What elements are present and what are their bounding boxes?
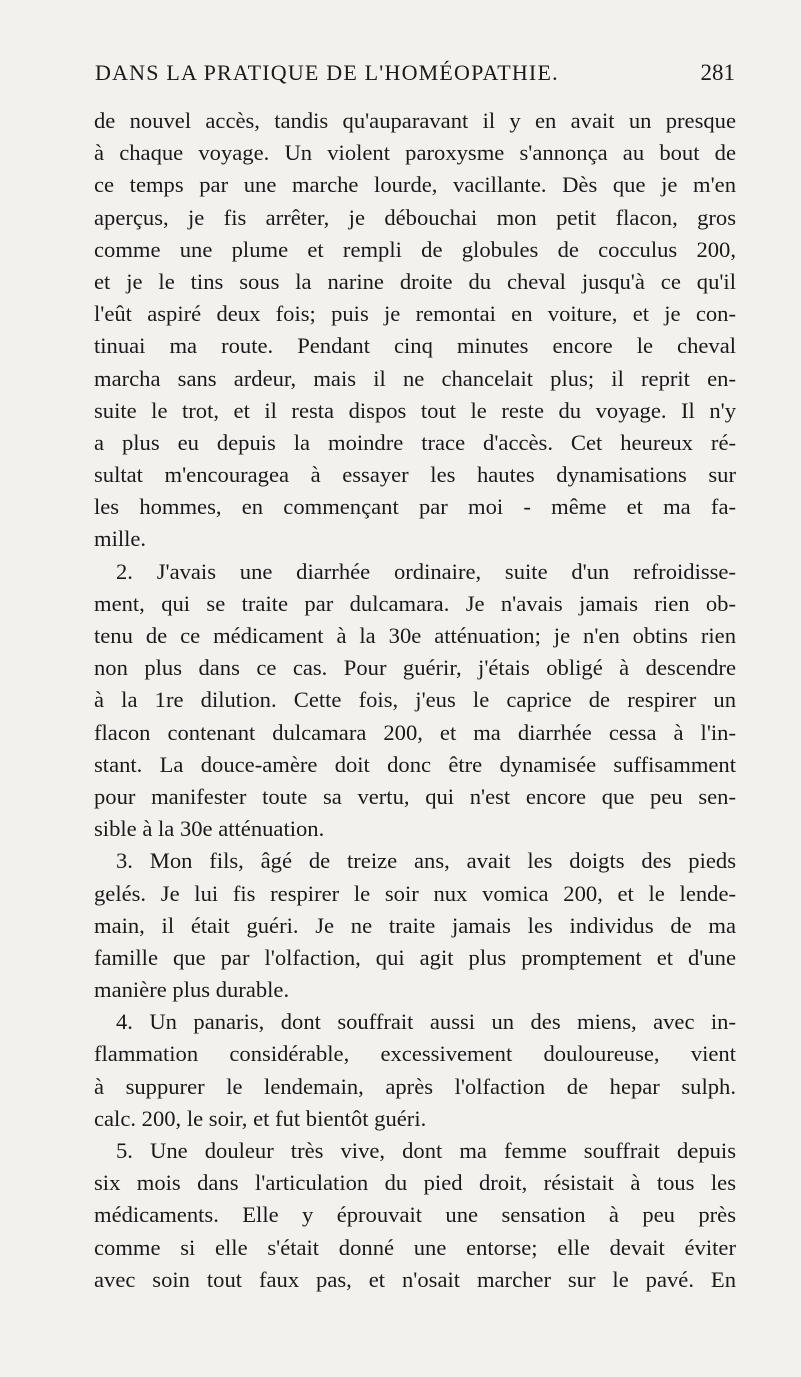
text-line: avec soin tout faux pas, et n'osait marcher sur le pavé. En [94, 1266, 736, 1292]
paragraph-5-start: 5. Une douleur très vive, dont ma femme souffrait depuis [116, 1138, 736, 1163]
text-line: sible à la 30e atténuation. [94, 816, 325, 842]
text-line: famille que par l'olfaction, qui agit plus promptement et d'une [94, 944, 736, 970]
text-line: sultat m'encouragea à essayer les hautes dynamisations sur [94, 462, 736, 488]
text-line: main, il était guéri. Je ne traite jamais les individus de ma [94, 912, 736, 938]
text-line: marcha sans ardeur, mais il ne chancelait plus; il reprit en- [94, 365, 736, 391]
running-head: DANS LA PRATIQUE DE L'HOMÉOPATHIE. [95, 60, 559, 85]
text-line: stant. La douce-amère doit donc être dynamisée suffisamment [94, 751, 736, 777]
page-number: 281 [700, 60, 735, 85]
text-line: à la 1re dilution. Cette fois, j'eus le caprice de respirer un [94, 687, 736, 713]
text-line: tinuai ma route. Pendant cinq minutes encore le cheval [94, 333, 736, 359]
text-line: non plus dans ce cas. Pour guérir, j'étais obligé à descendre [94, 655, 736, 681]
paragraph-4-start: 4. Un panaris, dont souffrait aussi un des miens, avec in- [116, 1009, 736, 1035]
text-line: de nouvel accès, tandis qu'auparavant il y en avait un presque [94, 108, 736, 133]
text-line: a plus eu depuis la moindre trace d'accès. Cet heureux ré- [94, 429, 736, 455]
text-line: tenu de ce médicament à la 30e atténuation; je n'en obtins rien [94, 623, 736, 648]
text-line: à suppurer le lendemain, après l'olfaction de hepar sulph. [94, 1073, 736, 1099]
text-line: pour manifester toute sa vertu, qui n'est encore que peu sen- [94, 783, 736, 809]
text-line: et je le tins sous la narine droite du cheval jusqu'à ce qu'il [94, 268, 736, 294]
text-line: calc. 200, le soir, et fut bientôt guéri. [94, 1105, 427, 1131]
text-line: comme une plume et rempli de globules de cocculus 200, [94, 236, 736, 262]
text-line: comme si elle s'était donné une entorse; elle devait éviter [94, 1234, 736, 1260]
text-line: gelés. Je lui fis respirer le soir nux vomica 200, et le lende- [94, 880, 736, 906]
text-line: médicaments. Elle y éprouvait une sensation à peu près [94, 1202, 736, 1228]
text-line: aperçus, je fis arrêter, je débouchai mon petit flacon, gros [94, 204, 736, 230]
text-line: mille. [94, 526, 147, 552]
text-line: à chaque voyage. Un violent paroxysme s'annonça au bout de [94, 140, 736, 166]
text-line: manière plus durable. [94, 977, 290, 1003]
text-line: ment, qui se traite par dulcamara. Je n'avais jamais rien ob- [94, 590, 736, 616]
text-line: flammation considérable, excessivement douloureuse, vient [94, 1041, 736, 1067]
text-line: ce temps par une marche lourde, vacillante. Dès que je m'en [94, 172, 736, 198]
text-line: l'eût aspiré deux fois; puis je remontai en voiture, et je con- [94, 301, 736, 327]
text-line: les hommes, en commençant par moi - même et ma fa- [94, 494, 736, 520]
paragraph-3-start: 3. Mon fils, âgé de treize ans, avait les doigts des pieds [116, 848, 736, 874]
page-header [95, 60, 735, 94]
text-line: six mois dans l'articulation du pied droit, résistait à tous les [94, 1170, 736, 1196]
body-text [94, 105, 736, 1296]
text-line: suite le trot, et il resta dispos tout le reste du voyage. Il n'y [94, 397, 736, 423]
text-line: flacon contenant dulcamara 200, et ma diarrhée cessa à l'in- [94, 719, 736, 745]
paragraph-2-start: 2. J'avais une diarrhée ordinaire, suite d'un refroidisse- [116, 558, 736, 584]
